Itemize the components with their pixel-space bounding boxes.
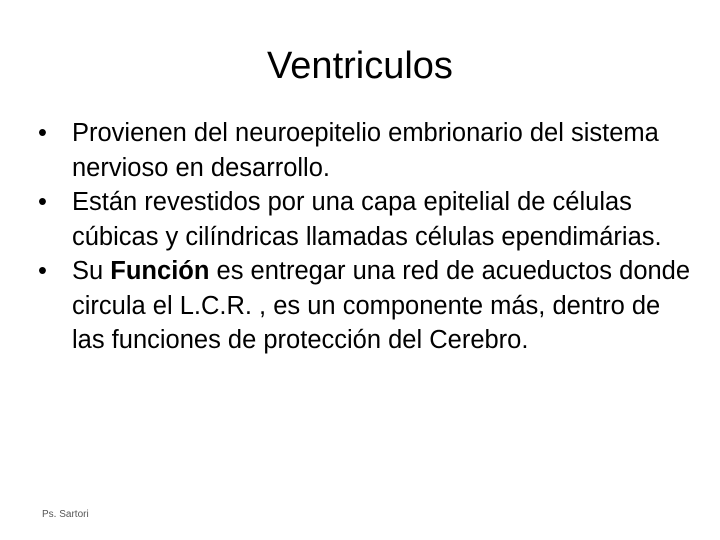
bullet-text: Provienen del neuroepitelio embrionario del sistema nervioso en desarrollo.: [72, 119, 659, 182]
bullet-symbol: •: [38, 188, 47, 216]
bullet-text-suffix: es entregar una red de acueductos donde circula el L.C.R. , es un componente más, dentro de las funciones de protección del Cerebro.: [72, 257, 691, 354]
bullet-list: [36, 116, 696, 358]
bullet-symbol: •: [38, 257, 47, 285]
bullet-symbol: •: [38, 119, 47, 147]
bullet-text: Están revestidos por una capa epitelial de células cúbicas y cilíndricas llamadas células ependimárias.: [72, 188, 662, 251]
bullet-text-prefix: Su: [72, 257, 111, 285]
bullet-item-3: [36, 254, 696, 358]
slide-title: Ventriculos: [267, 45, 453, 87]
footer-author: Ps. Sartori: [42, 509, 89, 520]
bullet-text-bold: Función: [110, 257, 210, 285]
bullet-item-2: [36, 185, 696, 254]
bullet-item-1: [36, 116, 696, 185]
